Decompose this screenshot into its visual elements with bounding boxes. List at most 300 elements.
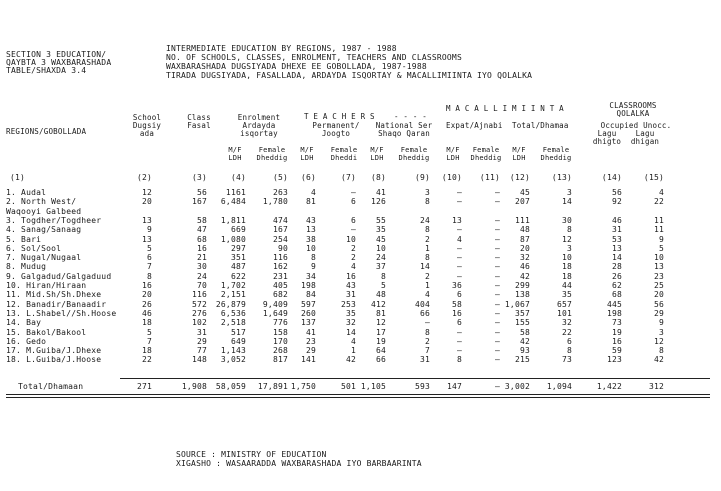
column-number: (1) — [10, 173, 26, 182]
table-cell: 1 — [424, 281, 430, 290]
table-cell: — — [350, 188, 356, 197]
table-cell: 18 — [561, 262, 572, 272]
title-line-4: TIRADA DUGSIYADA, FASALLADA, ARDAYDA ISQORTAY & MACALLIMIINTA IYO QOLALKA — [166, 71, 533, 80]
table-cell: 9 — [310, 262, 316, 272]
table-cell: 12 — [375, 318, 386, 328]
table-cell: 6 — [350, 215, 356, 225]
table-cell: 8 — [566, 346, 572, 356]
table-cell: 2 — [350, 253, 356, 263]
table-cell: 58 — [519, 327, 530, 337]
row-label: 14. Bay — [6, 318, 42, 328]
table-cell: 58 — [451, 299, 462, 309]
table-cell: 56 — [196, 188, 207, 197]
row-label: 13. L.Shabel//Sh.Hoose — [6, 308, 117, 318]
table-cell: 13 — [141, 234, 152, 244]
header-permanent-2: Joogto — [321, 129, 351, 138]
row-label: 3. Togdher/Togdheer — [6, 215, 102, 225]
table-cell: 7 — [146, 262, 152, 272]
table-cell: 412 — [370, 299, 386, 309]
section-label: SECTION 3 EDUCATION/ — [6, 50, 107, 59]
table-cell: 8 — [310, 253, 316, 263]
table-cell: 66 — [375, 355, 386, 365]
header-expat: Expat/Ajnabi — [446, 121, 503, 130]
table-cell: 4 — [350, 262, 356, 272]
table-cell: 231 — [272, 271, 288, 281]
table-cell: 215 — [514, 355, 530, 365]
header-national-service: National Ser — [375, 121, 433, 130]
column-number: (5) — [272, 173, 288, 182]
sub-mf-6: M/F — [300, 146, 314, 154]
table-cell: 7 — [146, 336, 152, 346]
table-cell: 24 — [196, 271, 207, 281]
header-lagu-2: Lagu — [635, 129, 655, 138]
table-cell: 8 — [456, 355, 462, 365]
table-cell: — — [494, 318, 500, 328]
total-cell: — — [494, 382, 500, 391]
row-label: 12. Banadir/Banaadir — [6, 299, 107, 309]
column-number: (9) — [414, 173, 430, 182]
table-cell: 66 — [419, 308, 430, 318]
sub-mf-12: M/F — [512, 146, 526, 154]
table-cell: 2,151 — [220, 290, 246, 300]
total-rule-bottom-2 — [6, 397, 710, 398]
table-cell: 299 — [514, 281, 530, 290]
row-label: 1. Audal — [6, 188, 47, 197]
sub-dheddig-5: Dheddig — [256, 154, 288, 162]
table-cell: 31 — [611, 225, 622, 235]
table-cell: 5 — [658, 243, 664, 253]
table-cell: 6 — [350, 197, 356, 207]
header-lagu-1: Lagu — [597, 129, 617, 138]
table-cell: 260 — [300, 308, 316, 318]
table-cell: 31 — [345, 290, 356, 300]
table-cell: — — [456, 271, 462, 281]
row-label: 2. North West/ — [6, 197, 77, 207]
table-cell: 28 — [611, 262, 622, 272]
table-cell: 148 — [191, 355, 207, 365]
table-cell: — — [456, 225, 462, 235]
table-cell: 2 — [424, 271, 430, 281]
table-cell: 254 — [272, 234, 288, 244]
table-cell: — — [350, 225, 356, 235]
table-cell: 14 — [611, 253, 622, 263]
total-label: Total/Dhamaan — [18, 382, 84, 391]
title-line-2: NO. OF SCHOOLS, CLASSES, ENROLMENT, TEACHERS AND CLASSROOMS — [166, 53, 462, 62]
table-cell: 9,409 — [262, 299, 288, 309]
total-cell: 593 — [414, 382, 430, 391]
table-cell: 32 — [519, 253, 530, 263]
table-cell: 263 — [272, 188, 288, 197]
table-cell: 6 — [456, 290, 462, 300]
row-label: Waqooyi Galbeed — [6, 206, 82, 216]
table-cell: 4 — [350, 336, 356, 346]
table-cell: — — [494, 271, 500, 281]
table-cell: 25 — [653, 281, 664, 290]
table-cell: 158 — [272, 327, 288, 337]
table-cell: 29 — [653, 308, 664, 318]
table-cell: — — [494, 197, 500, 207]
table-cell: — — [494, 336, 500, 346]
table-cell: 111 — [514, 215, 530, 225]
header-occupied: Occupied Unocc. — [600, 121, 672, 130]
table-cell: — — [494, 281, 500, 290]
table-cell: 669 — [230, 225, 246, 235]
table-cell: 1,143 — [220, 346, 246, 356]
table-cell: 42 — [519, 271, 530, 281]
source: SOURCE : MINISTRY OF EDUCATION — [176, 450, 327, 459]
table-cell: 56 — [611, 188, 622, 197]
table-cell: 23 — [653, 271, 664, 281]
column-number: (2) — [136, 173, 152, 182]
table-cell: 3 — [566, 188, 572, 197]
table-cell: 41 — [375, 188, 386, 197]
table-cell: 23 — [305, 336, 316, 346]
table-cell: 10 — [345, 234, 356, 244]
row-label: 5. Bari — [6, 234, 42, 244]
header-class-2: Fasal — [187, 121, 211, 130]
table-cell: 3 — [658, 327, 664, 337]
table-cell: 41 — [305, 327, 316, 337]
sub-mf-10: M/F — [446, 146, 460, 154]
table-cell: 29 — [196, 336, 207, 346]
sub-ldh-10: LDH — [446, 154, 460, 162]
table-cell: 572 — [191, 299, 207, 309]
total-cell: 1,750 — [290, 382, 316, 391]
table-cell: — — [456, 253, 462, 263]
total-cell: 312 — [648, 382, 664, 391]
table-cell: 6,536 — [220, 308, 246, 318]
table-cell: 253 — [340, 299, 356, 309]
table-cell: 649 — [230, 336, 246, 346]
sub-ldh-4: LDH — [228, 154, 242, 162]
table-cell: 16 — [611, 336, 622, 346]
row-label: 7. Nugal/Nugaal — [6, 253, 82, 263]
table-cell: — — [456, 336, 462, 346]
total-rule-bottom — [6, 394, 710, 395]
table-cell: — — [456, 188, 462, 197]
table-cell: 30 — [561, 215, 572, 225]
title-line-1: INTERMEDIATE EDUCATION BY REGIONS, 1987 - 1988 — [166, 44, 397, 53]
table-cell: 43 — [305, 215, 316, 225]
header-permanent: Permanent/ — [312, 121, 360, 130]
table-cell: 73 — [611, 318, 622, 328]
table-cell: 24 — [419, 215, 430, 225]
table-cell: — — [456, 243, 462, 253]
table-cell: 1 — [424, 243, 430, 253]
table-cell: 1,780 — [262, 197, 288, 207]
table-cell: 2 — [350, 243, 356, 253]
table-cell: 297 — [230, 243, 246, 253]
table-cell: 16 — [451, 308, 462, 318]
table-cell: 4 — [424, 290, 430, 300]
header-classrooms-2: QOLALKA — [616, 109, 650, 118]
sub-ldh-6: LDH — [300, 154, 314, 162]
table-cell: 17 — [375, 327, 386, 337]
table-cell: 37 — [375, 262, 386, 272]
table-cell: 6 — [456, 318, 462, 328]
sub-dheddig-9: Dheddig — [398, 154, 430, 162]
table-cell: 92 — [611, 197, 622, 207]
table-cell: 31 — [196, 327, 207, 337]
table-cell: 48 — [519, 225, 530, 235]
total-cell: 3,002 — [504, 382, 530, 391]
table-cell: 29 — [305, 346, 316, 356]
table-cell: — — [494, 243, 500, 253]
table-cell: 81 — [305, 197, 316, 207]
table-cell: 35 — [375, 225, 386, 235]
table-cell: 20 — [653, 290, 664, 300]
total-cell: 1,094 — [546, 382, 572, 391]
sub-female-7: Female — [330, 146, 358, 154]
column-number: (12) — [509, 173, 530, 182]
table-cell: 70 — [196, 281, 207, 290]
table-cell: 13 — [653, 262, 664, 272]
header-school-2: Dugsiy — [132, 121, 162, 130]
table-cell: 1,080 — [220, 234, 246, 244]
table-cell: 405 — [272, 281, 288, 290]
table-cell: 517 — [230, 327, 246, 337]
sub-ldh-12: LDH — [512, 154, 526, 162]
header-school-3: ada — [139, 129, 155, 138]
table-cell: 43 — [345, 281, 356, 290]
table-cell: 24 — [375, 253, 386, 263]
table-cell: 45 — [375, 234, 386, 244]
table-cell: 4 — [310, 188, 316, 197]
table-cell: 141 — [300, 355, 316, 365]
sub-mf-4: M/F — [228, 146, 242, 154]
table-cell: 3 — [424, 188, 430, 197]
table-cell: 64 — [375, 346, 386, 356]
table-cell: 6 — [566, 336, 572, 346]
table-cell: 12 — [561, 234, 572, 244]
table-cell: 20 — [141, 290, 152, 300]
sub-female-11: Female — [472, 146, 500, 154]
header-enrolment-3: isqortay — [240, 129, 278, 138]
table-cell: 5 — [380, 281, 386, 290]
table-cell: 58 — [196, 215, 207, 225]
table-cell: 11 — [653, 215, 664, 225]
row-label: 10. Hiran/Hiraan — [6, 281, 87, 290]
table-cell: 8 — [424, 197, 430, 207]
table-cell: 18 — [561, 271, 572, 281]
sub-female-13: Female — [542, 146, 570, 154]
total-cell: 501 — [340, 382, 356, 391]
table-cell: 35 — [561, 290, 572, 300]
column-number: (15) — [643, 173, 664, 182]
table-cell: 12 — [653, 336, 664, 346]
table-cell: 36 — [451, 281, 462, 290]
header-dhigto: dhigto — [592, 137, 622, 146]
table-cell: 31 — [419, 355, 430, 365]
table-cell: 9 — [658, 318, 664, 328]
table-cell: 19 — [375, 336, 386, 346]
table-cell: 16 — [196, 243, 207, 253]
table-cell: 622 — [230, 271, 246, 281]
table-cell: 47 — [196, 225, 207, 235]
table-cell: 12 — [141, 188, 152, 197]
total-rule-top — [120, 378, 710, 379]
table-cell: 93 — [519, 346, 530, 356]
table-cell: 9 — [658, 234, 664, 244]
table-cell: — — [456, 346, 462, 356]
table-cell: 53 — [611, 234, 622, 244]
table-cell: 276 — [191, 308, 207, 318]
table-cell: 116 — [272, 253, 288, 263]
table-cell: — — [424, 318, 430, 328]
table-cell: 817 — [272, 355, 288, 365]
table-cell: 8 — [424, 253, 430, 263]
table-cell: 776 — [272, 318, 288, 328]
row-label: 8. Mudug — [6, 262, 47, 272]
table-cell: 42 — [653, 355, 664, 365]
table-cell: 1,649 — [262, 308, 288, 318]
table-cell: 22 — [141, 355, 152, 365]
table-cell: 8 — [424, 225, 430, 235]
column-number: (3) — [191, 173, 207, 182]
table-cell: 56 — [653, 299, 664, 309]
sub-female-9: Female — [400, 146, 428, 154]
table-cell: — — [494, 225, 500, 235]
table-cell: 90 — [277, 243, 288, 253]
row-label: 16. Gedo — [6, 336, 47, 346]
column-number: (4) — [230, 173, 246, 182]
table-cell: — — [456, 262, 462, 272]
table-cell: 77 — [196, 346, 207, 356]
table-cell: 3 — [566, 243, 572, 253]
table-cell: — — [494, 290, 500, 300]
table-cell: 38 — [305, 234, 316, 244]
table-cell: 81 — [375, 308, 386, 318]
column-number: (10) — [441, 173, 462, 182]
table-cell: 198 — [606, 308, 622, 318]
table-cell: — — [494, 327, 500, 337]
table-cell: — — [456, 197, 462, 207]
column-number: (8) — [370, 173, 386, 182]
table-cell: 68 — [196, 234, 207, 244]
total-cell: 58,059 — [215, 382, 246, 391]
table-cell: 1 — [350, 346, 356, 356]
header-regions: REGIONS/GOBOLLADA — [6, 127, 87, 136]
table-cell: 35 — [345, 308, 356, 318]
table-cell: 84 — [305, 290, 316, 300]
table-cell: 3,052 — [220, 355, 246, 365]
table-cell: 14 — [561, 197, 572, 207]
sub-dheddi-7: Dheddi — [330, 154, 358, 162]
table-cell: 13 — [451, 215, 462, 225]
table-cell: 126 — [370, 197, 386, 207]
table-cell: — — [494, 346, 500, 356]
table-cell: 45 — [519, 188, 530, 197]
table-cell: 8 — [566, 225, 572, 235]
table-cell: 170 — [272, 336, 288, 346]
header-teachers: T E A C H E R S — [304, 112, 375, 121]
table-cell: 5 — [146, 327, 152, 337]
table-cell: 18 — [141, 318, 152, 328]
header-teachers-dash: - - - - — [394, 112, 428, 121]
table-cell: 44 — [561, 281, 572, 290]
table-cell: 155 — [514, 318, 530, 328]
table-cell: 404 — [414, 299, 430, 309]
table-cell: 13 — [305, 225, 316, 235]
table-cell: — — [494, 234, 500, 244]
table-cell: 138 — [514, 290, 530, 300]
header-enrolment-2: Ardayda — [242, 121, 276, 130]
table-cell: 10 — [561, 253, 572, 263]
table-cell: 6,484 — [220, 197, 246, 207]
title-line-3: WAXBARASHADA DUGSIYADA DHEXE EE GOBOLLADA, 1987-1988 — [166, 62, 427, 71]
table-cell: — — [494, 308, 500, 318]
table-cell: 657 — [556, 299, 572, 309]
table-cell: 487 — [230, 262, 246, 272]
table-cell: 2 — [424, 336, 430, 346]
column-number: (14) — [601, 173, 622, 182]
total-cell: 17,891 — [257, 382, 288, 391]
table-cell: — — [494, 262, 500, 272]
table-cell: 5 — [146, 243, 152, 253]
table-cell: 13 — [141, 215, 152, 225]
table-cell: 8 — [146, 271, 152, 281]
table-cell: 445 — [606, 299, 622, 309]
table-cell: 22 — [653, 197, 664, 207]
table-cell: 11 — [653, 225, 664, 235]
sub-ldh-8: LDH — [370, 154, 384, 162]
table-cell: 13 — [611, 243, 622, 253]
table-cell: 16 — [345, 271, 356, 281]
total-cell: 1,105 — [360, 382, 386, 391]
table-cell: 2,518 — [220, 318, 246, 328]
row-label: 9. Galgadud/Galgaduud — [6, 271, 112, 281]
table-cell: 30 — [196, 262, 207, 272]
table-cell: 68 — [611, 290, 622, 300]
table-cell: 102 — [191, 318, 207, 328]
header-dhigan: dhigan — [630, 137, 660, 146]
table-cell: 46 — [519, 262, 530, 272]
table-cell: — — [494, 253, 500, 263]
table-cell: 162 — [272, 262, 288, 272]
table-cell: — — [456, 327, 462, 337]
source-somali: XIGASHO : WASAARADDA WAXBARASHADA IYO BARBAARINTA — [176, 459, 422, 468]
table-cell: 87 — [519, 234, 530, 244]
table-cell: 42 — [519, 336, 530, 346]
table-cell: 46 — [141, 308, 152, 318]
total-cell: 1,908 — [181, 382, 207, 391]
row-label: 15. Bakol/Bakool — [6, 327, 87, 337]
table-cell: 4 — [658, 188, 664, 197]
table-cell: 1,811 — [220, 215, 246, 225]
table-cell: 4 — [456, 234, 462, 244]
section-label-somali: QAYBTA 3 WAXBARASHADA — [6, 58, 112, 67]
table-cell: 18 — [141, 346, 152, 356]
header-classrooms: CLASSROOMS — [609, 101, 657, 110]
table-cell: 682 — [272, 290, 288, 300]
table-cell: 8 — [424, 327, 430, 337]
table-cell: 198 — [300, 281, 316, 290]
row-label: 4. Sanag/Sanaag — [6, 225, 82, 235]
table-cell: 55 — [375, 215, 386, 225]
table-cell: 1161 — [225, 188, 246, 197]
table-cell: 351 — [230, 253, 246, 263]
table-cell: 59 — [611, 346, 622, 356]
table-cell: 19 — [611, 327, 622, 337]
table-cell: 42 — [345, 355, 356, 365]
table-cell: 357 — [514, 308, 530, 318]
sub-female-5: Female — [258, 146, 286, 154]
table-cell: 474 — [272, 215, 288, 225]
table-cell: 597 — [300, 299, 316, 309]
table-cell: 32 — [561, 318, 572, 328]
table-cell: 8 — [380, 271, 386, 281]
table-cell: 10 — [653, 253, 664, 263]
